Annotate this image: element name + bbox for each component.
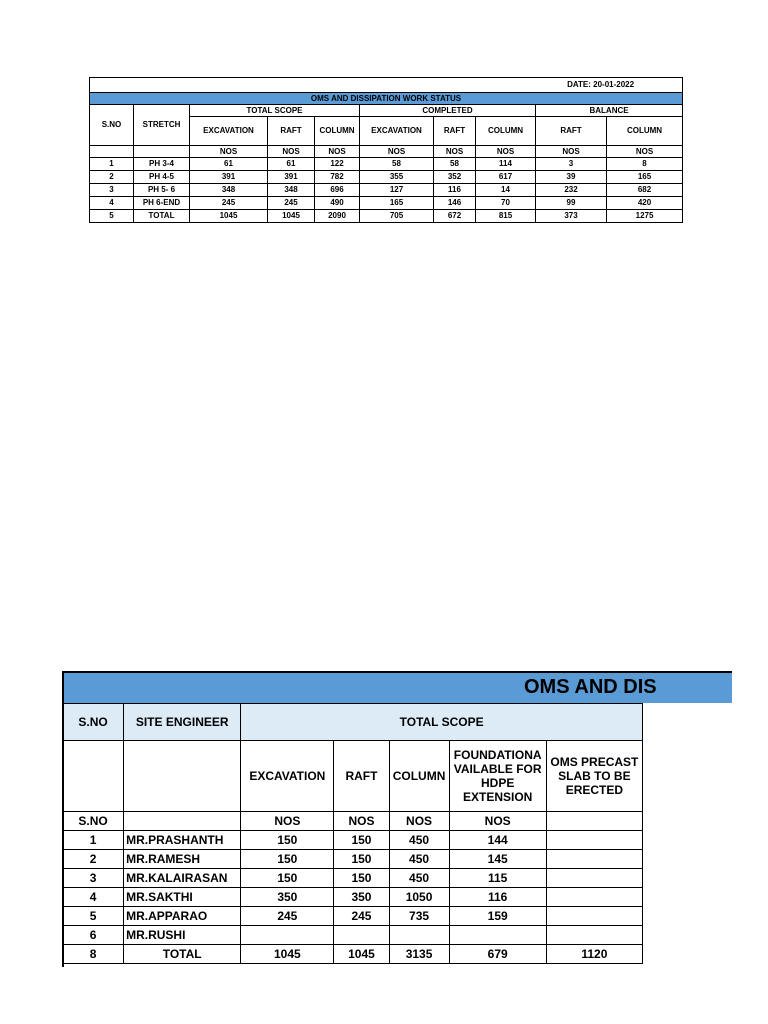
table-cell: 14 [476, 184, 536, 197]
table-cell: PH 6-END [134, 197, 190, 210]
banner-title: OMS AND DIS [524, 676, 657, 698]
table-edge-divider [62, 671, 64, 967]
table-cell: 150 [241, 850, 334, 869]
unit-label: NOS [334, 812, 389, 831]
table-cell: 99 [536, 197, 607, 210]
table-cell: 679 [449, 945, 546, 964]
table-cell: 3 [536, 158, 607, 171]
header-site-engineer: SITE ENGINEER [124, 704, 241, 741]
header-sno: S.NO [90, 105, 134, 146]
blank-cell [546, 812, 642, 831]
table-cell: 115 [449, 869, 546, 888]
table-cell: 450 [389, 850, 449, 869]
table-cell: 6 [63, 926, 124, 945]
table-cell: 3 [90, 184, 134, 197]
table-cell: 150 [241, 869, 334, 888]
table-cell: 1045 [334, 945, 389, 964]
unit-label: NOS [476, 146, 536, 158]
table-cell: 232 [536, 184, 607, 197]
table-cell: 735 [389, 907, 449, 926]
table-cell: 5 [63, 907, 124, 926]
table-row [90, 210, 683, 223]
table-cell [546, 850, 642, 869]
unit-label: NOS [241, 812, 334, 831]
table-cell: 61 [268, 158, 315, 171]
table-cell [546, 888, 642, 907]
table-cell: 245 [334, 907, 389, 926]
table-cell: 1045 [190, 210, 268, 223]
table-cell: 350 [334, 888, 389, 907]
table-row [90, 171, 683, 184]
engineer-scope-section [62, 671, 732, 967]
table-cell: 391 [268, 171, 315, 184]
table-row [90, 197, 683, 210]
header-excavation: EXCAVATION [360, 117, 434, 146]
table-cell: 245 [241, 907, 334, 926]
header-completed: COMPLETED [360, 105, 536, 117]
table-cell: 61 [190, 158, 268, 171]
table-cell [546, 831, 642, 850]
table-cell: 165 [360, 197, 434, 210]
unit-label: NOS [360, 146, 434, 158]
table-cell: 8 [607, 158, 683, 171]
table-cell: 150 [334, 831, 389, 850]
table-cell: PH 4-5 [134, 171, 190, 184]
unit-label: NOS [434, 146, 476, 158]
header-total-scope: TOTAL SCOPE [241, 704, 643, 741]
table-cell: 1120 [546, 945, 642, 964]
table-cell: TOTAL [134, 210, 190, 223]
table-cell: 245 [268, 197, 315, 210]
table-row [63, 888, 643, 907]
header-raft: RAFT [434, 117, 476, 146]
table-cell: MR.KALAIRASAN [124, 869, 241, 888]
table-cell: 420 [607, 197, 683, 210]
date-label: DATE: 20-01-2022 [90, 78, 683, 93]
table-cell: 373 [536, 210, 607, 223]
header-column: COLUMN [476, 117, 536, 146]
header-raft: RAFT [268, 117, 315, 146]
engineer-scope-table [62, 703, 643, 964]
table-cell: 391 [190, 171, 268, 184]
table-cell: 145 [449, 850, 546, 869]
table-cell: 1045 [268, 210, 315, 223]
table-cell: 352 [434, 171, 476, 184]
table-cell: PH 5- 6 [134, 184, 190, 197]
table-row [90, 158, 683, 171]
header-raft: RAFT [536, 117, 607, 146]
header-column: COLUMN [389, 741, 449, 812]
table-cell: MR.RUSHI [124, 926, 241, 945]
blank-cell [124, 741, 241, 812]
table-cell: 450 [389, 831, 449, 850]
table-cell: 682 [607, 184, 683, 197]
table-cell: 150 [241, 831, 334, 850]
table-cell: 2 [63, 850, 124, 869]
oms-work-status-table [89, 77, 683, 223]
table-cell: 348 [190, 184, 268, 197]
table-cell: 159 [449, 907, 546, 926]
table-cell: 696 [315, 184, 360, 197]
table-cell: 122 [315, 158, 360, 171]
table-cell: 70 [476, 197, 536, 210]
table-cell: 116 [449, 888, 546, 907]
unit-label: NOS [607, 146, 683, 158]
table-cell: 39 [536, 171, 607, 184]
unit-label: NOS [268, 146, 315, 158]
table-cell: MR.RAMESH [124, 850, 241, 869]
table-cell: 348 [268, 184, 315, 197]
table-cell: MR.SAKTHI [124, 888, 241, 907]
table-cell: 782 [315, 171, 360, 184]
table-cell [546, 869, 642, 888]
table-cell: 4 [90, 197, 134, 210]
table-cell: 150 [334, 850, 389, 869]
table-cell: 150 [334, 869, 389, 888]
table-cell: 490 [315, 197, 360, 210]
table1-body [90, 158, 683, 223]
table-row [63, 907, 643, 926]
table-cell: PH 3-4 [134, 158, 190, 171]
blank-cell [63, 741, 124, 812]
table-cell: 617 [476, 171, 536, 184]
table-cell: 2 [90, 171, 134, 184]
table-cell: 672 [434, 210, 476, 223]
table-cell: 58 [360, 158, 434, 171]
table-cell [334, 926, 389, 945]
header-balance: BALANCE [536, 105, 683, 117]
header-excavation: EXCAVATION [190, 117, 268, 146]
table-row [63, 831, 643, 850]
table-cell [546, 926, 642, 945]
blank-cell [90, 146, 134, 158]
table-cell: MR.APPARAO [124, 907, 241, 926]
header-excavation: EXCAVATION [241, 741, 334, 812]
table-row [63, 926, 643, 945]
table-cell [546, 907, 642, 926]
table-cell [241, 926, 334, 945]
unit-label: NOS [536, 146, 607, 158]
table-cell: MR.PRASHANTH [124, 831, 241, 850]
table-cell: 245 [190, 197, 268, 210]
table2-body [63, 831, 643, 964]
unit-label: NOS [315, 146, 360, 158]
header-raft: RAFT [334, 741, 389, 812]
table-cell: 165 [607, 171, 683, 184]
table-cell: 58 [434, 158, 476, 171]
table-row [63, 945, 643, 964]
table-cell: 1050 [389, 888, 449, 907]
header-foundation: FOUNDATIONA VAILABLE FOR HDPE EXTENSION [449, 741, 546, 812]
table-cell [389, 926, 449, 945]
unit-sno-label: S.NO [63, 812, 124, 831]
table-row [63, 850, 643, 869]
header-sno: S.NO [63, 704, 124, 741]
table-row [90, 184, 683, 197]
table-cell: 127 [360, 184, 434, 197]
table-cell: 2090 [315, 210, 360, 223]
header-stretch: STRETCH [134, 105, 190, 146]
table-cell: 5 [90, 210, 134, 223]
table-cell: TOTAL [124, 945, 241, 964]
header-oms-precast: OMS PRECAST SLAB TO BE ERECTED [546, 741, 642, 812]
header-total-scope: TOTAL SCOPE [190, 105, 360, 117]
table-row [63, 869, 643, 888]
table-cell: 815 [476, 210, 536, 223]
table-cell: 1 [63, 831, 124, 850]
table-cell [449, 926, 546, 945]
unit-label: NOS [190, 146, 268, 158]
table-cell: 1045 [241, 945, 334, 964]
table-cell: 1275 [607, 210, 683, 223]
table-cell: 146 [434, 197, 476, 210]
table-cell: 350 [241, 888, 334, 907]
table-cell: 144 [449, 831, 546, 850]
table-cell: 450 [389, 869, 449, 888]
table-cell: 114 [476, 158, 536, 171]
table-cell: 1 [90, 158, 134, 171]
blank-cell [134, 146, 190, 158]
table-cell: 8 [63, 945, 124, 964]
table-title: OMS AND DISSIPATION WORK STATUS [90, 93, 683, 105]
table-cell: 116 [434, 184, 476, 197]
unit-label: NOS [449, 812, 546, 831]
blank-cell [124, 812, 241, 831]
table-cell: 3135 [389, 945, 449, 964]
table-cell: 3 [63, 869, 124, 888]
header-column: COLUMN [607, 117, 683, 146]
header-column: COLUMN [315, 117, 360, 146]
table-cell: 4 [63, 888, 124, 907]
table-cell: 355 [360, 171, 434, 184]
section-banner [62, 671, 732, 703]
table-cell: 705 [360, 210, 434, 223]
unit-label: NOS [389, 812, 449, 831]
